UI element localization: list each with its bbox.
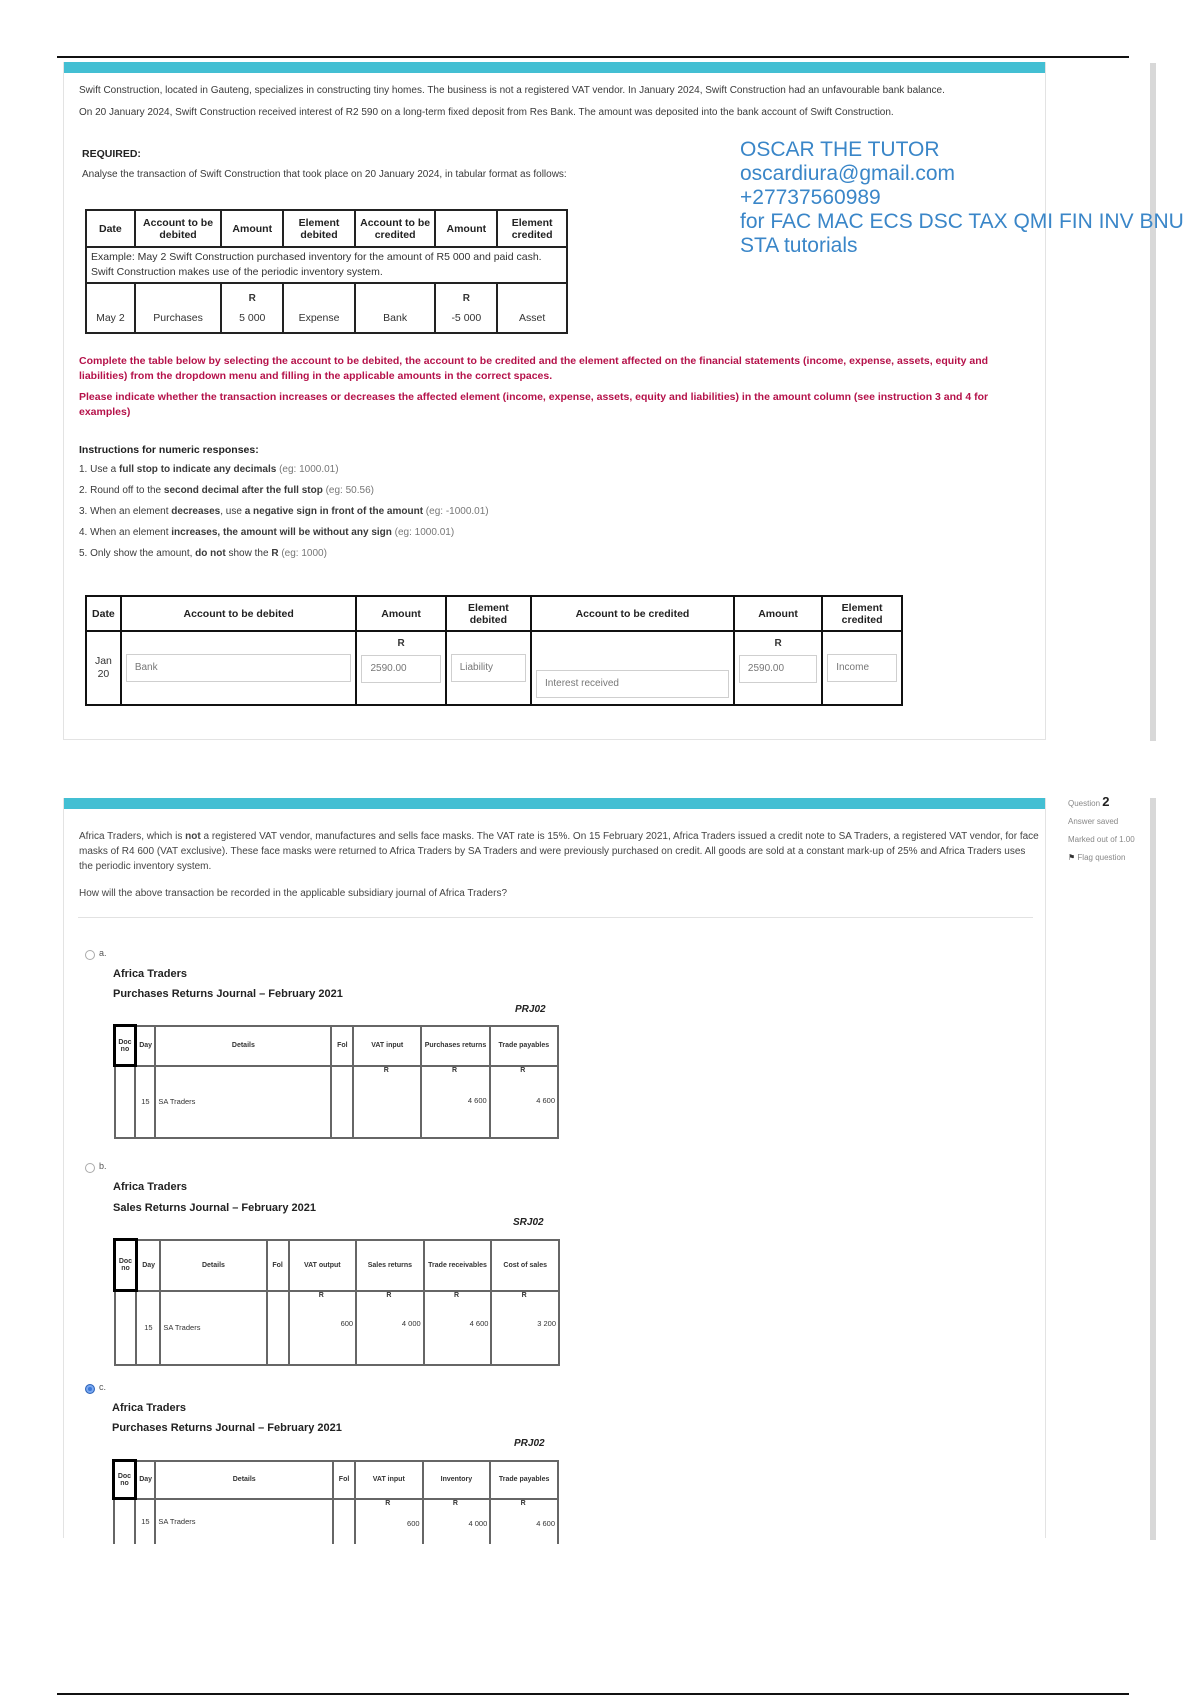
numeric-instructions-title: Instructions for numeric responses:: [79, 444, 259, 456]
ob-c4-currency: R: [521, 1291, 527, 1299]
credit-element-dropdown[interactable]: Income: [827, 654, 897, 682]
ex-example-text: Example: May 2 Swift Construction purchased inventory for the amount of R5 000 and paid cash. Swift Construction makes use of the periodic inventory system.: [86, 247, 567, 283]
ob-h-c3: Trade receivables: [424, 1240, 492, 1291]
ob-c3-value: 4 600: [469, 1318, 489, 1328]
oc-c3-currency: R: [520, 1499, 526, 1507]
oa-day: 15: [135, 1066, 155, 1138]
numeric-instruction-2: [79, 485, 374, 496]
oa-h-c2: Purchases returns: [421, 1026, 489, 1066]
numeric-instruction-4: [79, 527, 454, 538]
ans-header-debit-account: Account to be debited: [121, 596, 357, 631]
ob-docno: [115, 1291, 137, 1365]
ni4-bold: increases, the amount will be without any sign: [171, 527, 392, 538]
option-c-journal-title: Purchases Returns Journal – February 2021: [112, 1422, 342, 1434]
oc-h-c3: Trade payables: [490, 1461, 558, 1499]
oa-h-c3: Trade payables: [490, 1026, 558, 1066]
ex-credit-element: Asset: [497, 283, 567, 333]
oa-h-docno: Doc no: [115, 1026, 136, 1066]
ob-c1-currency: R: [318, 1291, 324, 1299]
tutor-watermark: [740, 138, 1184, 258]
numeric-instruction-5: [79, 548, 327, 559]
ans-credit-account-cell: [531, 631, 734, 705]
credit-amount-input[interactable]: 2590.00: [739, 655, 817, 683]
numeric-instruction-3: [79, 506, 489, 517]
ex-header-date: Date: [86, 210, 135, 247]
oc-h-vat: VAT input: [355, 1461, 423, 1499]
debit-account-dropdown[interactable]: Bank: [126, 654, 352, 682]
oa-h-fol: Fol: [331, 1026, 353, 1066]
ni5-mid: show the: [225, 548, 272, 559]
option-b-label[interactable]: b.: [99, 1161, 107, 1171]
ob-c4: [491, 1291, 559, 1365]
oa-c2-currency: R: [451, 1066, 457, 1074]
ans-debit-account-cell: [121, 631, 357, 705]
question-number: [1068, 793, 1135, 813]
oc-h-fol: Fol: [333, 1461, 355, 1499]
ex-debit-amount-value: 5 000: [239, 311, 266, 324]
ob-c1-value: 600: [340, 1318, 354, 1328]
oc-h-c2: Inventory: [423, 1461, 491, 1499]
q1-scenario-line-1: Swift Construction, located in Gauteng, specializes in constructing tiny homes. The business is not a registered VAT vendor. In January 2024, Swift Construction had an unfavourable bank balance.: [79, 85, 945, 96]
ans-debit-element-cell: [446, 631, 531, 705]
oa-details: SA Traders: [155, 1066, 331, 1138]
ni1-bold: full stop to indicate any decimals: [119, 464, 277, 475]
ex-currency-debit: R: [248, 292, 256, 304]
question-2-header-bar: [64, 798, 1045, 809]
ex-header-credit-element: Element credited: [497, 210, 567, 247]
numeric-instruction-1: [79, 464, 339, 475]
oc-c1-value: 600: [407, 1518, 420, 1528]
ni3-pre: 3. When an element: [79, 506, 172, 517]
ob-h-vat: VAT output: [289, 1240, 357, 1291]
watermark-subjects: for FAC MAC ECS DSC TAX QMI FIN INV BNU: [740, 210, 1184, 233]
page-bottom-rule: [57, 1693, 1129, 1695]
oc-h-details: Details: [155, 1461, 333, 1499]
ex-currency-credit: R: [462, 292, 470, 304]
answer-status: Answer saved: [1068, 817, 1119, 826]
ex-date: May 2: [86, 283, 135, 333]
q2-text-pre: Africa Traders, which is: [79, 831, 186, 842]
option-c-label[interactable]: c.: [99, 1382, 107, 1392]
ni3-bold2: a negative sign in front of the amount: [244, 506, 424, 517]
ans-date: Jan 20: [86, 631, 121, 705]
ans-header-credit-amount: Amount: [734, 596, 822, 631]
oa-c3: [490, 1066, 558, 1138]
ex-header-debit-account: Account to be debited: [135, 210, 222, 247]
oc-details: SA Traders: [155, 1499, 333, 1544]
ob-c2-currency: R: [386, 1291, 392, 1299]
ob-c4-value: 3 200: [537, 1318, 556, 1328]
ex-credit-account: Bank: [355, 283, 436, 333]
credit-account-dropdown[interactable]: Interest received: [536, 670, 729, 698]
oc-h-day: Day: [135, 1461, 155, 1499]
ans-header-debit-amount: Amount: [356, 596, 445, 631]
ex-header-debit-element: Element debited: [283, 210, 355, 247]
option-a-company: Africa Traders: [113, 968, 187, 980]
option-b-journal-title: Sales Returns Journal – February 2021: [113, 1202, 316, 1214]
ex-credit-amount: [435, 283, 497, 333]
question-1-header-bar: [64, 62, 1045, 73]
ex-credit-amount-value: -5 000: [451, 311, 482, 324]
ob-h-day: Day: [136, 1240, 160, 1291]
required-label: REQUIRED:: [82, 148, 141, 160]
watermark-tutorials: STA tutorials: [740, 234, 858, 257]
ans-credit-amount-cell: [734, 631, 822, 705]
q2-text-bold: not: [185, 831, 201, 842]
instruction-red-1: Complete the table below by selecting the account to be debited, the account to be credited and the element affected on the financial statements (income, expense, assets, equity and liabilities) from the dropdown menu and filling in the applicable amounts in the correct spaces.: [79, 355, 989, 382]
q2-text-post: a registered VAT vendor, manufactures and sells face masks. The VAT rate is 15%. On 15 February 2021, Africa Traders issued a credit note to SA Traders, a registered VAT vendor, for face masks of R4 600 (VAT exclusive). These face masks were returned to Africa Traders by SA Traders and were previously purchased on credit. All goods are sold at a constant mark-up of 25% and Africa Traders uses the periodic inventory system.: [79, 831, 1039, 872]
ob-c3-currency: R: [454, 1291, 460, 1299]
oa-docno: [115, 1066, 136, 1138]
oc-c2-value: 4 000: [468, 1518, 488, 1528]
ans-header-date: Date: [86, 596, 121, 631]
ni4-pre: 4. When an element: [79, 527, 172, 538]
ob-h-docno: Doc no: [115, 1240, 137, 1291]
ans-debit-amount-cell: [356, 631, 445, 705]
ans-header-credit-element: Element credited: [822, 596, 902, 631]
flag-question-link[interactable]: [1068, 849, 1135, 867]
required-text: Analyse the transaction of Swift Construction that took place on 20 January 2024, in tabular format as follows:: [82, 169, 567, 180]
oc-c3-value: 4 600: [536, 1518, 555, 1528]
oc-day: 15: [135, 1499, 155, 1544]
flag-question-label: Flag question: [1077, 853, 1126, 862]
ni2-bold: second decimal after the full stop: [163, 485, 323, 496]
ex-debit-element: Expense: [283, 283, 355, 333]
ni5-bold: do not: [195, 548, 226, 559]
option-c-journal-table: [112, 1459, 559, 1544]
oa-c2: [421, 1066, 489, 1138]
oc-fol: [333, 1499, 355, 1544]
ni2-post: (eg: 50.56): [322, 485, 374, 496]
oa-c3-currency: R: [520, 1066, 526, 1074]
oc-c1: [355, 1499, 423, 1544]
q1-scenario-line-2: On 20 January 2024, Swift Construction received interest of R2 590 on a long-term fixed deposit from Res Bank. The amount was deposited into the bank account of Swift Construction.: [79, 107, 894, 118]
ans-header-debit-element: Element debited: [446, 596, 531, 631]
option-b-company: Africa Traders: [113, 1181, 187, 1193]
ob-h-details: Details: [160, 1240, 266, 1291]
ni5-pre: 5. Only show the amount,: [79, 548, 196, 559]
oc-c2-currency: R: [452, 1499, 458, 1507]
option-b-journal-table: [113, 1238, 560, 1366]
ob-c2-value: 4 000: [401, 1318, 421, 1328]
q2-divider: [78, 917, 1033, 918]
debit-amount-input[interactable]: 2590.00: [361, 655, 440, 683]
option-a-ref: PRJ02: [515, 1004, 546, 1015]
question-label: Question: [1068, 799, 1101, 808]
ob-c1: [289, 1291, 357, 1365]
option-c-radio[interactable]: [85, 1384, 95, 1394]
option-a-radio[interactable]: [85, 950, 95, 960]
ni3-mid: , use: [220, 506, 245, 517]
flag-icon: ⚑: [1068, 853, 1076, 862]
q2-question: How will the above transaction be recorded in the applicable subsidiary journal of Africa Traders?: [79, 888, 508, 899]
ni4-post: (eg: 1000.01): [391, 527, 455, 538]
ni5-bold2: R: [271, 548, 279, 559]
debit-element-dropdown[interactable]: Liability: [451, 654, 526, 682]
watermark-name: OSCAR THE TUTOR: [740, 138, 940, 161]
ni2-pre: 2. Round off to the: [79, 485, 164, 496]
page-top-rule: [57, 56, 1129, 58]
oa-c3-value: 4 600: [536, 1095, 555, 1105]
ans-credit-element-cell: [822, 631, 902, 705]
oa-c1-currency: R: [383, 1066, 389, 1074]
ob-details: SA Traders: [160, 1291, 266, 1365]
option-b-ref: SRJ02: [513, 1217, 544, 1228]
ex-header-debit-amount: Amount: [221, 210, 283, 247]
ex-debit-account: Purchases: [135, 283, 222, 333]
ni1-post: (eg: 1000.01): [276, 464, 339, 475]
q2-scenario: [79, 829, 1039, 874]
oa-c1: [353, 1066, 421, 1138]
ex-header-credit-account: Account to be credited: [355, 210, 436, 247]
watermark-email: oscardiura@gmail.com: [740, 162, 956, 185]
option-a-journal-table: [113, 1024, 559, 1139]
ans-currency-credit: R: [774, 638, 782, 649]
ob-day: 15: [136, 1291, 160, 1365]
ex-header-credit-amount: Amount: [435, 210, 497, 247]
oa-c2-value: 4 600: [467, 1095, 487, 1105]
option-a-journal-title: Purchases Returns Journal – February 2021: [113, 988, 343, 1000]
oc-c1-currency: R: [385, 1499, 391, 1507]
ex-debit-amount: [221, 283, 283, 333]
question-number-value: 2: [1102, 794, 1110, 809]
oc-c2: [423, 1499, 491, 1544]
option-c-company: Africa Traders: [112, 1402, 186, 1414]
ob-fol: [267, 1291, 289, 1365]
ob-h-c2: Sales returns: [356, 1240, 424, 1291]
answer-table: [85, 595, 903, 706]
oc-h-docno: Doc no: [114, 1461, 136, 1499]
scrollbar-q2[interactable]: [1150, 798, 1156, 1540]
ob-c2: [356, 1291, 424, 1365]
oc-docno: [114, 1499, 136, 1544]
ni1-pre: 1. Use a: [79, 464, 120, 475]
example-table: [85, 209, 568, 334]
oa-h-details: Details: [155, 1026, 331, 1066]
ni5-post: (eg: 1000): [278, 548, 327, 559]
oc-c3: [490, 1499, 558, 1544]
oa-h-day: Day: [135, 1026, 155, 1066]
option-b-radio[interactable]: [85, 1163, 95, 1173]
instruction-red-2: Please indicate whether the transaction increases or decreases the affected element (income, expense, assets, equity and liabilities) in the amount column (see instruction 3 and 4 for examples): [79, 391, 989, 418]
ni3-post: (eg: -1000.01): [423, 506, 489, 517]
oa-h-vat: VAT input: [353, 1026, 421, 1066]
ob-c3: [424, 1291, 492, 1365]
oa-fol: [331, 1066, 353, 1138]
watermark-phone: +27737560989: [740, 186, 881, 209]
question-2-info: [1068, 793, 1135, 867]
ans-header-credit-account: Account to be credited: [531, 596, 734, 631]
ob-h-fol: Fol: [267, 1240, 289, 1291]
ob-h-c4: Cost of sales: [491, 1240, 559, 1291]
ni3-bold: decreases: [171, 506, 221, 517]
option-a-label[interactable]: a.: [99, 948, 107, 958]
ans-currency-debit: R: [397, 638, 405, 649]
option-c-ref: PRJ02: [514, 1438, 545, 1449]
marks-label: Marked out of 1.00: [1068, 835, 1135, 844]
